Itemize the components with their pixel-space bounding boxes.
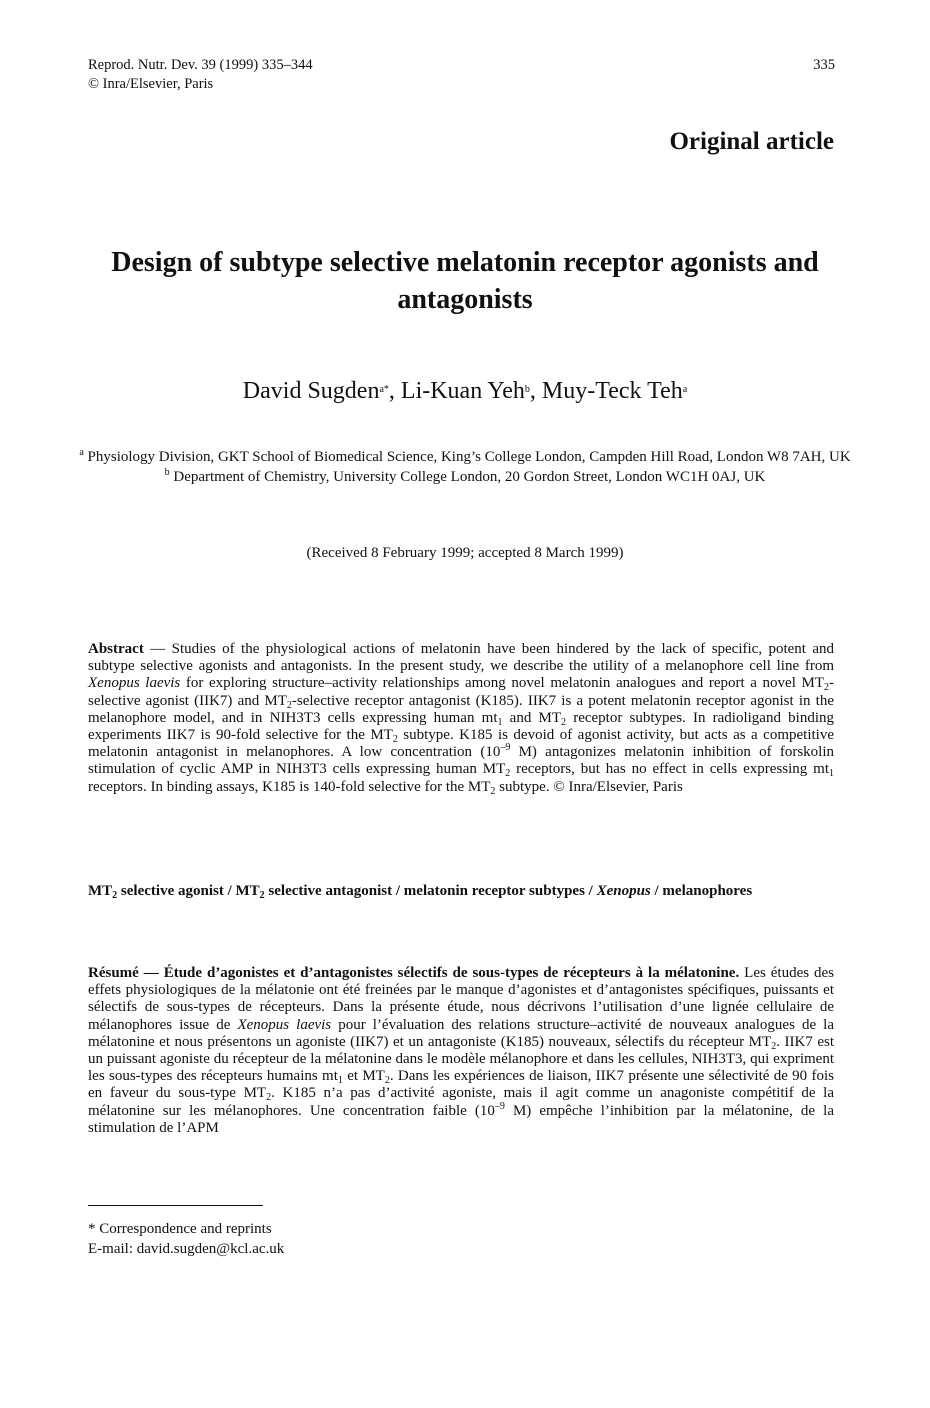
affiliation [75, 468, 855, 488]
subscript: 2 [259, 890, 265, 901]
keywords [88, 883, 834, 900]
abstract-dash: — [143, 641, 172, 657]
abstract-label: Abstract [88, 641, 144, 657]
author-name: David Sugden [242, 378, 380, 404]
subscript: 2 [824, 682, 829, 694]
resume-label: Résumé — Étude d’agonistes et d’antagonistes sélectifs de sous-types de récepteurs à la mélatonine. [88, 965, 740, 981]
subscript: 2 [266, 1092, 272, 1104]
subscript: 2 [771, 1040, 777, 1052]
subscript: 1 [337, 1075, 343, 1087]
abstract-text: and MT [502, 709, 562, 726]
abstract-text: subtype. K185 is devoid of agonist activity, but acts as a competitive melatonin antagonist in melanophores. A low concentration (10 [88, 727, 834, 761]
abstract-text: -selective agonist (IIK7) and MT [88, 675, 834, 709]
abstract-text: receptor subtypes. In radioligand binding experiments IIK7 is 90-fold selective for the MT [88, 709, 834, 744]
footnote-divider [88, 1205, 263, 1206]
species-name: Xenopus laevis [88, 675, 181, 692]
keyword-text: MT [88, 883, 113, 899]
abstract-text: subtype. © Inra/Elsevier, Paris [495, 778, 683, 795]
article-title: Design of subtype selective melatonin receptor agonists and antagonists [111, 247, 819, 315]
affiliation-mark: b [164, 466, 170, 478]
received-dates: (Received 8 February 1999; accepted 8 March 1999) [306, 545, 624, 561]
author-name: Li-Kuan Yeh [400, 378, 525, 404]
author-marks: a* [379, 384, 389, 395]
affiliation [75, 448, 855, 468]
resume-text: . IIK7 est un puissant agoniste du récepteur de la mélatonine dans le modèle mélanophore et dans les cellules, NIH3T3, qui expriment les sous-types des récepteurs humains mt [88, 1033, 834, 1085]
subscript: 1 [829, 768, 834, 780]
abstract-text: -selective receptor antagonist (K185). IIK7 is a potent melatonin receptor agonist in the melanophore model, and in NIH3T3 cells expressing human mt [88, 692, 834, 726]
resume-text: Les études des effets physiologiques de la mélatonie ont été freinées par le manque d’agonistes et d’antagonistes spécifiques, puissants et sélectifs de sous-types de récepteurs. Dans la présente étude, nous décrivons l’utilisation d’une lignée cellulaire de mélanophores issue de [88, 965, 835, 1033]
superscript: –9 [500, 742, 511, 754]
copyright-line: © Inra/Elsevier, Paris [88, 76, 214, 92]
author-marks: b [524, 384, 530, 395]
abstract-text: M) antagonizes melatonin inhibition of forskolin stimulation of cyclic AMP in NIH3T3 cells expressing human MT [88, 744, 835, 778]
journal-citation: Reprod. Nutr. Dev. 39 (1999) 335–344 [88, 57, 313, 73]
author-name: Muy-Teck Teh [541, 378, 683, 404]
resume-text: et MT [342, 1068, 385, 1085]
abstract-text: receptors, but has no effect in cells expressing mt [510, 761, 829, 778]
keyword-text: selective agonist / MT [117, 883, 260, 899]
resume-text: . Dans les expériences de liaison, IIK7 présente une sélectivité de 90 fois en faveur du sous-type MT [88, 1068, 835, 1102]
resume-text: . K185 n’a pas d’activité agoniste, mais il agit comme un anagoniste compétitif de la mélatonine sur les mélanophores. Une concentration faible (10 [88, 1085, 834, 1119]
resume [88, 965, 834, 1137]
subscript: 2 [490, 785, 496, 797]
affiliation-text: Physiology Division, GKT School of Biomedical Science, King’s College London, Campden Hill Road, London W8 7AH, UK [87, 449, 851, 465]
keyword-text: selective antagonist / melatonin receptor subtypes / [264, 883, 597, 899]
subscript: 2 [505, 768, 511, 780]
article-type: Original article [669, 128, 834, 155]
abstract [88, 641, 834, 796]
keyword-text: / melanophores [650, 883, 753, 899]
subscript: 2 [561, 716, 567, 728]
abstract-text: receptors. In binding assays, K185 is 140-fold selective for the MT [88, 778, 491, 795]
affiliation-text: Department of Chemistry, University College London, 20 Gordon Street, London WC1H 0AJ, UK [173, 468, 766, 485]
subscript: 2 [286, 699, 292, 711]
resume-text: pour l’évaluation des relations structure–activité de nouveaux analogues de la mélatonine et nous présentons un agoniste (IIK7) et un antagoniste (K185) nouveaux, sélectifs du récepteur MT [88, 1016, 834, 1050]
subscript: 2 [392, 734, 398, 746]
correspondence-note: * Correspondence and reprints [88, 1221, 272, 1237]
subscript: 1 [497, 716, 503, 728]
abstract-text: for exploring structure–activity relationships among novel melatonin analogues and report a novel MT [180, 675, 824, 692]
resume-text: M) empêche l’inhibition par la mélatonine, de la stimulation de l’APM [88, 1102, 834, 1136]
abstract-text: Studies of the physiological actions of melatonin have been hindered by the lack of specific, potent and subtype selective agonists and antagonists. In the present study, we describe the utility of a melanophore cell line from [88, 641, 834, 675]
page-number: 335 [813, 57, 835, 73]
author-marks: a [682, 384, 688, 395]
affiliation-mark: a [79, 447, 84, 458]
superscript: –9 [494, 1100, 505, 1112]
affiliations [75, 448, 855, 487]
keyword-species: Xenopus [596, 883, 651, 899]
species-name: Xenopus laevis [237, 1016, 332, 1033]
subscript: 2 [384, 1075, 390, 1087]
author-list: David Sugden$^{a*}$, Li-Kuan Yeh$^b$, Muy-Teck Teh$^a$ [242, 378, 688, 404]
subscript: 2 [112, 890, 118, 901]
email-note: E-mail: david.sugden@kcl.ac.uk [88, 1241, 285, 1257]
